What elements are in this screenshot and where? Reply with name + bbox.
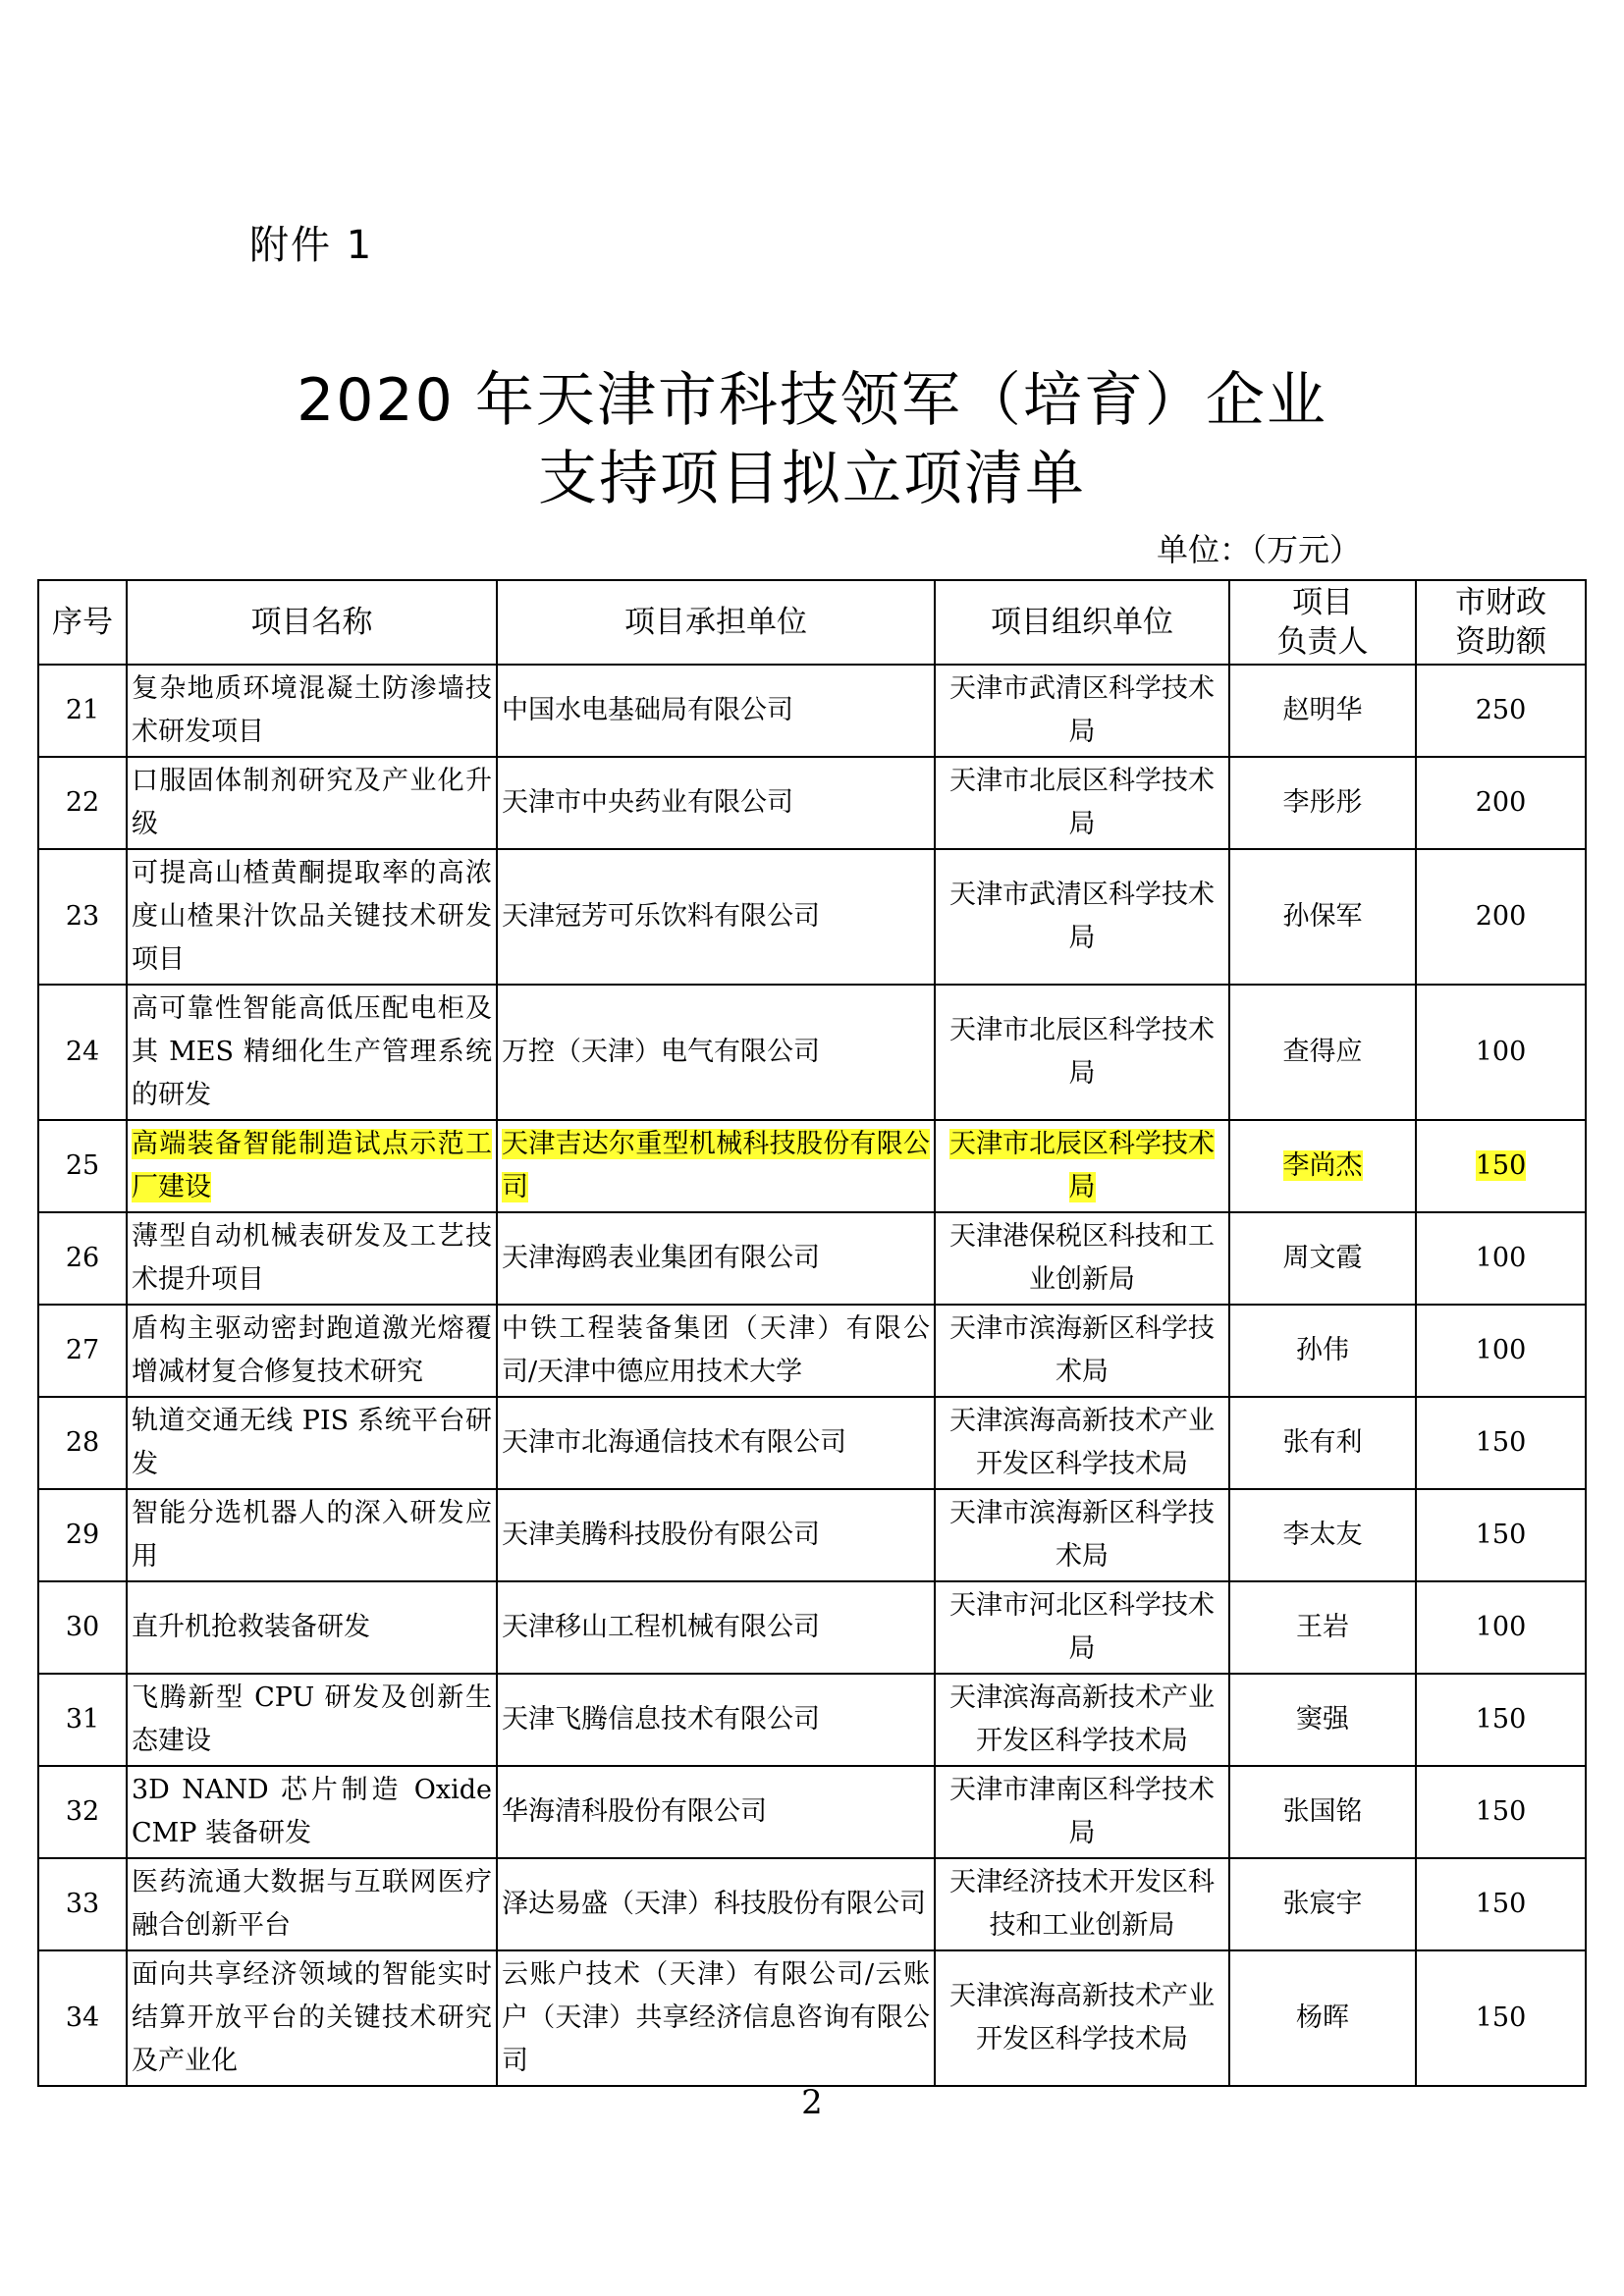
cell-project-name: 飞腾新型 CPU 研发及创新生态建设: [127, 1674, 497, 1766]
cell-amount: 200: [1416, 757, 1586, 849]
table-row: [38, 1305, 1586, 1397]
cell-seq: 27: [38, 1305, 127, 1397]
cell-project-name: 可提高山楂黄酮提取率的高浓度山楂果汁饮品关键技术研发项目: [127, 849, 497, 985]
cell-amount: 150: [1416, 1766, 1586, 1858]
header-leader-line2: 负责人: [1276, 624, 1369, 660]
cell-seq: 24: [38, 985, 127, 1120]
unit-note: 单位：（万元）: [1156, 531, 1361, 568]
cell-seq: 30: [38, 1581, 127, 1674]
cell-project-name: 智能分选机器人的深入研发应用: [127, 1489, 497, 1581]
cell-project-name: 轨道交通无线 PIS 系统平台研发: [127, 1397, 497, 1489]
table-row: [38, 1950, 1586, 2086]
highlighted-text: 天津吉达尔重型机械科技股份有限公司: [502, 1129, 930, 1202]
table-row: [38, 1581, 1586, 1674]
cell-organizer: 天津市北辰区科学技术局: [935, 757, 1229, 849]
cell-leader: 赵明华: [1229, 665, 1416, 757]
cell-organizer: 天津市滨海新区科学技术局: [935, 1489, 1229, 1581]
cell-seq: 26: [38, 1212, 127, 1305]
cell-undertaker: 华海清科股份有限公司: [497, 1766, 935, 1858]
cell-seq: 31: [38, 1674, 127, 1766]
cell-project-name: 面向共享经济领域的智能实时结算开放平台的关键技术研究及产业化: [127, 1950, 497, 2086]
cell-organizer: 天津市津南区科学技术局: [935, 1766, 1229, 1858]
cell-organizer: 天津滨海高新技术产业开发区科学技术局: [935, 1397, 1229, 1489]
cell-amount: 100: [1416, 1212, 1586, 1305]
cell-seq: 32: [38, 1766, 127, 1858]
cell-organizer: 天津滨海高新技术产业开发区科学技术局: [935, 1674, 1229, 1766]
annex-label: 附件 1: [249, 223, 374, 268]
header-funding-line2: 资助额: [1455, 624, 1546, 660]
table-row: [38, 665, 1586, 757]
highlighted-text: 高端装备智能制造试点示范工厂建设: [132, 1129, 492, 1202]
cell-organizer: 天津市武清区科学技术局: [935, 665, 1229, 757]
cell-organizer: 天津市滨海新区科学技术局: [935, 1305, 1229, 1397]
header-organizer: 项目组织单位: [935, 580, 1229, 665]
cell-organizer: 天津市河北区科学技术局: [935, 1581, 1229, 1674]
cell-amount: 100: [1416, 1581, 1586, 1674]
cell-seq: 21: [38, 665, 127, 757]
cell-project-name: 高可靠性智能高低压配电柜及其 MES 精细化生产管理系统的研发: [127, 985, 497, 1120]
table-row: [38, 1212, 1586, 1305]
cell-project-name: 复杂地质环境混凝土防渗墙技术研发项目: [127, 665, 497, 757]
cell-undertaker: 云账户技术（天津）有限公司/云账户（天津）共享经济信息咨询有限公司: [497, 1950, 935, 2086]
cell-organizer: 天津滨海高新技术产业开发区科学技术局: [935, 1950, 1229, 2086]
cell-project-name: 直升机抢救装备研发: [127, 1581, 497, 1674]
table-header-row: [38, 580, 1586, 665]
cell-leader: 孙保军: [1229, 849, 1416, 985]
cell-organizer: 天津市武清区科学技术局: [935, 849, 1229, 985]
cell-seq: 22: [38, 757, 127, 849]
cell-project-name: 薄型自动机械表研发及工艺技术提升项目: [127, 1212, 497, 1305]
project-list-table: [37, 579, 1587, 2087]
cell-organizer: [935, 1120, 1229, 1212]
cell-amount: 150: [1416, 1950, 1586, 2086]
cell-undertaker: 天津飞腾信息技术有限公司: [497, 1674, 935, 1766]
cell-leader: 查得应: [1229, 985, 1416, 1120]
cell-undertaker: 中国水电基础局有限公司: [497, 665, 935, 757]
table-row: [38, 757, 1586, 849]
header-leader-line1: 项目: [1292, 585, 1353, 620]
cell-undertaker: 天津美腾科技股份有限公司: [497, 1489, 935, 1581]
cell-seq: 33: [38, 1858, 127, 1950]
table-row: [38, 1397, 1586, 1489]
cell-amount: 150: [1416, 1397, 1586, 1489]
cell-amount: 150: [1416, 1489, 1586, 1581]
table-row: [38, 849, 1586, 985]
cell-project-name: [127, 1120, 497, 1212]
cell-undertaker: 泽达易盛（天津）科技股份有限公司: [497, 1858, 935, 1950]
cell-leader: 窦强: [1229, 1674, 1416, 1766]
highlighted-text: 李尚杰: [1282, 1150, 1363, 1181]
cell-undertaker: 万控（天津）电气有限公司: [497, 985, 935, 1120]
cell-leader: 张国铭: [1229, 1766, 1416, 1858]
cell-leader: 李太友: [1229, 1489, 1416, 1581]
cell-seq: 34: [38, 1950, 127, 2086]
table-row-highlighted: [38, 1120, 1586, 1212]
cell-amount: 150: [1416, 1674, 1586, 1766]
cell-amount: 100: [1416, 1305, 1586, 1397]
cell-leader: 李彤彤: [1229, 757, 1416, 849]
cell-amount: 250: [1416, 665, 1586, 757]
cell-undertaker: [497, 1120, 935, 1212]
cell-undertaker: 天津市北海通信技术有限公司: [497, 1397, 935, 1489]
cell-organizer: 天津港保税区科技和工业创新局: [935, 1212, 1229, 1305]
header-seq: 序号: [38, 580, 127, 665]
cell-seq: 25: [38, 1120, 127, 1212]
cell-organizer: 天津市北辰区科学技术局: [935, 985, 1229, 1120]
highlighted-text: 150: [1475, 1150, 1527, 1181]
cell-amount: 150: [1416, 1858, 1586, 1950]
cell-leader: 杨晖: [1229, 1950, 1416, 2086]
cell-project-name: 医药流通大数据与互联网医疗融合创新平台: [127, 1858, 497, 1950]
cell-project-name: 3D NAND 芯片制造 Oxide CMP 装备研发: [127, 1766, 497, 1858]
cell-leader: 张有利: [1229, 1397, 1416, 1489]
cell-seq: 23: [38, 849, 127, 985]
cell-amount: 100: [1416, 985, 1586, 1120]
table-row: [38, 1674, 1586, 1766]
header-undertaker: 项目承担单位: [497, 580, 935, 665]
cell-amount: 200: [1416, 849, 1586, 985]
header-funding: [1416, 580, 1586, 665]
cell-project-name: 盾构主驱动密封跑道激光熔覆增减材复合修复技术研究: [127, 1305, 497, 1397]
cell-undertaker: 天津移山工程机械有限公司: [497, 1581, 935, 1674]
page-title-line2: 支持项目拟立项清单: [538, 445, 1086, 513]
table-row: [38, 1766, 1586, 1858]
cell-undertaker: 天津冠芳可乐饮料有限公司: [497, 849, 935, 985]
page-number: 2: [801, 2083, 823, 2122]
table-row: [38, 985, 1586, 1120]
cell-undertaker: 中铁工程装备集团（天津）有限公司/天津中德应用技术大学: [497, 1305, 935, 1397]
cell-leader: [1229, 1120, 1416, 1212]
cell-organizer: 天津经济技术开发区科技和工业创新局: [935, 1858, 1229, 1950]
header-funding-line1: 市财政: [1455, 585, 1546, 620]
header-leader: [1229, 580, 1416, 665]
cell-leader: 王岩: [1229, 1581, 1416, 1674]
highlighted-text: 天津市北辰区科学技术局: [949, 1129, 1215, 1202]
cell-leader: 张宸宇: [1229, 1858, 1416, 1950]
cell-leader: 周文霞: [1229, 1212, 1416, 1305]
cell-amount: [1416, 1120, 1586, 1212]
table-row: [38, 1858, 1586, 1950]
header-project-name: 项目名称: [127, 580, 497, 665]
cell-undertaker: 天津市中央药业有限公司: [497, 757, 935, 849]
cell-seq: 29: [38, 1489, 127, 1581]
cell-seq: 28: [38, 1397, 127, 1489]
cell-project-name: 口服固体制剂研究及产业化升级: [127, 757, 497, 849]
cell-leader: 孙伟: [1229, 1305, 1416, 1397]
page-title-line1: 2020 年天津市科技领军（培育）企业: [297, 366, 1327, 435]
table-row: [38, 1489, 1586, 1581]
cell-undertaker: 天津海鸥表业集团有限公司: [497, 1212, 935, 1305]
